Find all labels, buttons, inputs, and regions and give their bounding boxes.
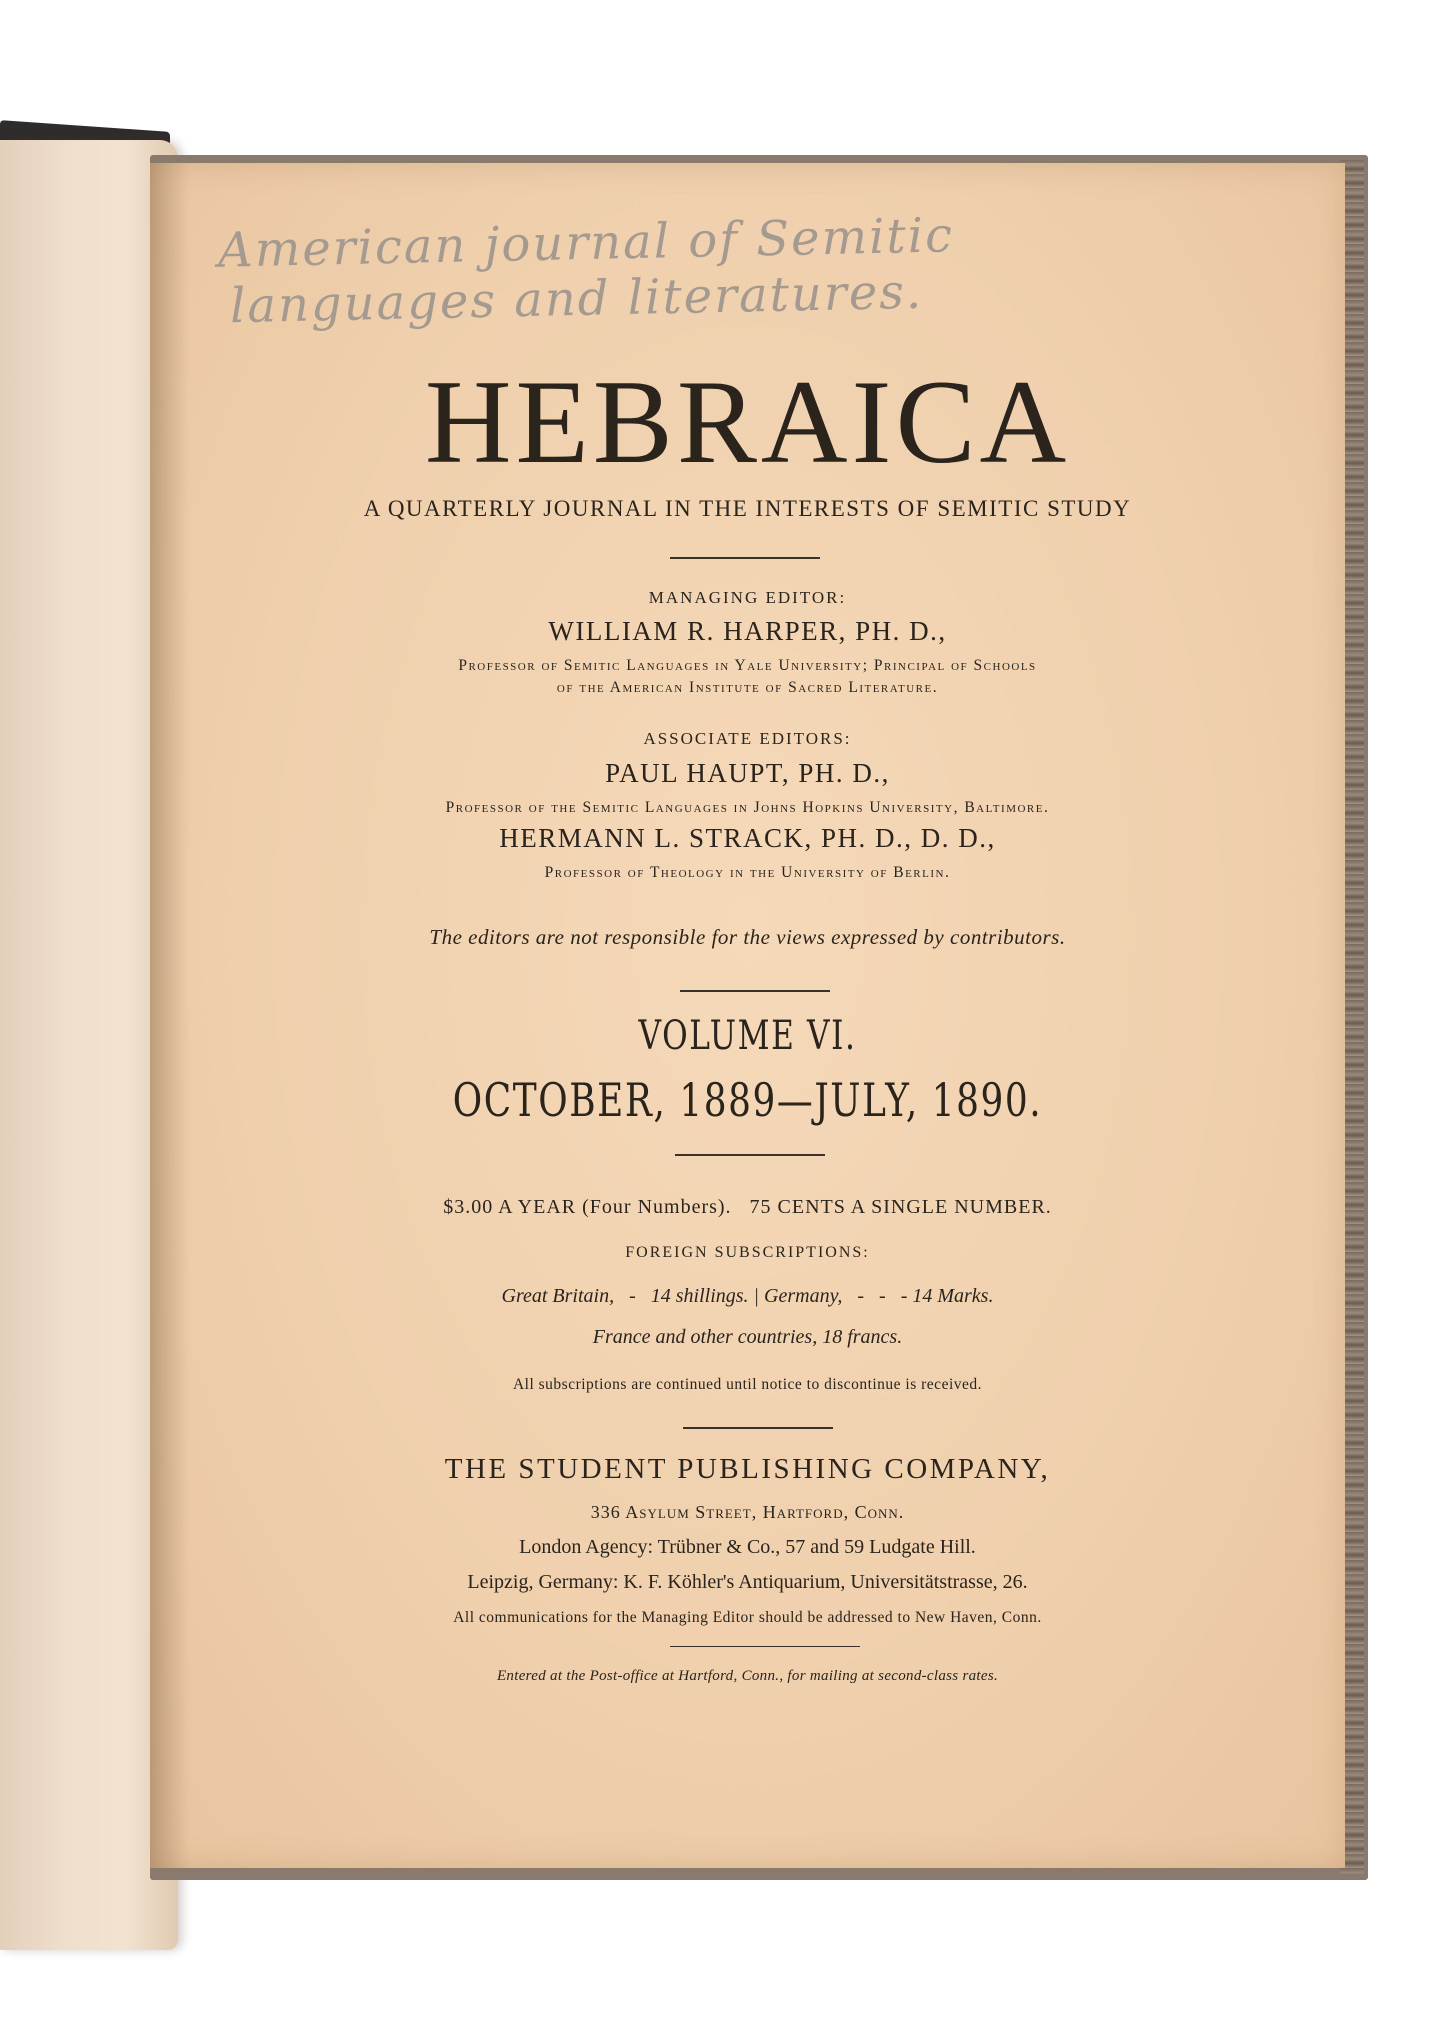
associate-editor-1-name: PAUL HAUPT, PH. D., xyxy=(605,758,890,788)
foreign-rates-line-1: Great Britain, - 14 shillings. | Germany, - - - 14 Marks. xyxy=(501,1285,994,1307)
divider-rule xyxy=(670,1646,860,1647)
volume-number: VOLUME VI. xyxy=(638,1013,857,1059)
divider-rule xyxy=(670,557,820,559)
post-office-note: Entered at the Post-office at Hartford, Conn., for mailing at second-class rates. xyxy=(496,1668,999,1684)
managing-editor-affiliation-1: Professor of Semitic Languages in Yale University; Principal of Schools xyxy=(458,657,1037,674)
divider-rule xyxy=(680,990,830,992)
divider-rule xyxy=(675,1154,825,1156)
associate-editors-label: ASSOCIATE EDITORS: xyxy=(643,729,852,748)
continuation-notice: All subscriptions are continued until notice to discontinue is received. xyxy=(512,1376,983,1393)
foreign-rates-line-2: France and other countries, 18 francs. xyxy=(592,1326,903,1348)
associate-editor-2-affiliation: Professor of Theology in the University of Berlin. xyxy=(544,864,951,881)
journal-subtitle: A QUARTERLY JOURNAL IN THE INTERESTS OF SEMITIC STUDY xyxy=(363,496,1132,521)
associate-editor-1-affiliation: Professor of the Semitic Languages in Johns Hopkins University, Baltimore. xyxy=(445,799,1050,816)
foreign-subscriptions-label: FOREIGN SUBSCRIPTIONS: xyxy=(625,1244,870,1261)
editors-disclaimer: The editors are not responsible for the views expressed by contributors. xyxy=(429,925,1066,949)
leipzig-agency: Leipzig, Germany: K. F. Köhler's Antiquarium, Universitätstrasse, 26. xyxy=(467,1571,1028,1593)
publisher-address: 336 Asylum Street, Hartford, Conn. xyxy=(590,1502,905,1522)
handwritten-note-line-2: languages and literatures. xyxy=(229,263,924,335)
divider-rule xyxy=(683,1427,833,1429)
volume-dates: OCTOBER, 1889—JULY, 1890. xyxy=(452,1073,1043,1127)
journal-title: HEBRAICA xyxy=(424,355,1071,488)
london-agency: London Agency: Trübner & Co., 57 and 59 Ludgate Hill. xyxy=(519,1536,976,1558)
associate-editor-2-name: HERMANN L. STRACK, PH. D., D. D., xyxy=(499,823,996,853)
managing-editor-affiliation-2: of the American Institute of Sacred Literature. xyxy=(556,679,939,696)
publisher-name: THE STUDENT PUBLISHING COMPANY, xyxy=(444,1453,1051,1485)
title-page-content xyxy=(150,163,1345,1868)
subscription-price: $3.00 A YEAR (Four Numbers). 75 CENTS A SINGLE NUMBER. xyxy=(443,1196,1052,1218)
communications-notice: All communications for the Managing Editor should be addressed to New Haven, Conn. xyxy=(453,1609,1042,1626)
managing-editor-label: MANAGING EDITOR: xyxy=(648,588,847,607)
handwritten-note-line-1: American journal of Semitic xyxy=(217,207,955,279)
managing-editor-name: WILLIAM R. HARPER, PH. D., xyxy=(548,616,947,646)
